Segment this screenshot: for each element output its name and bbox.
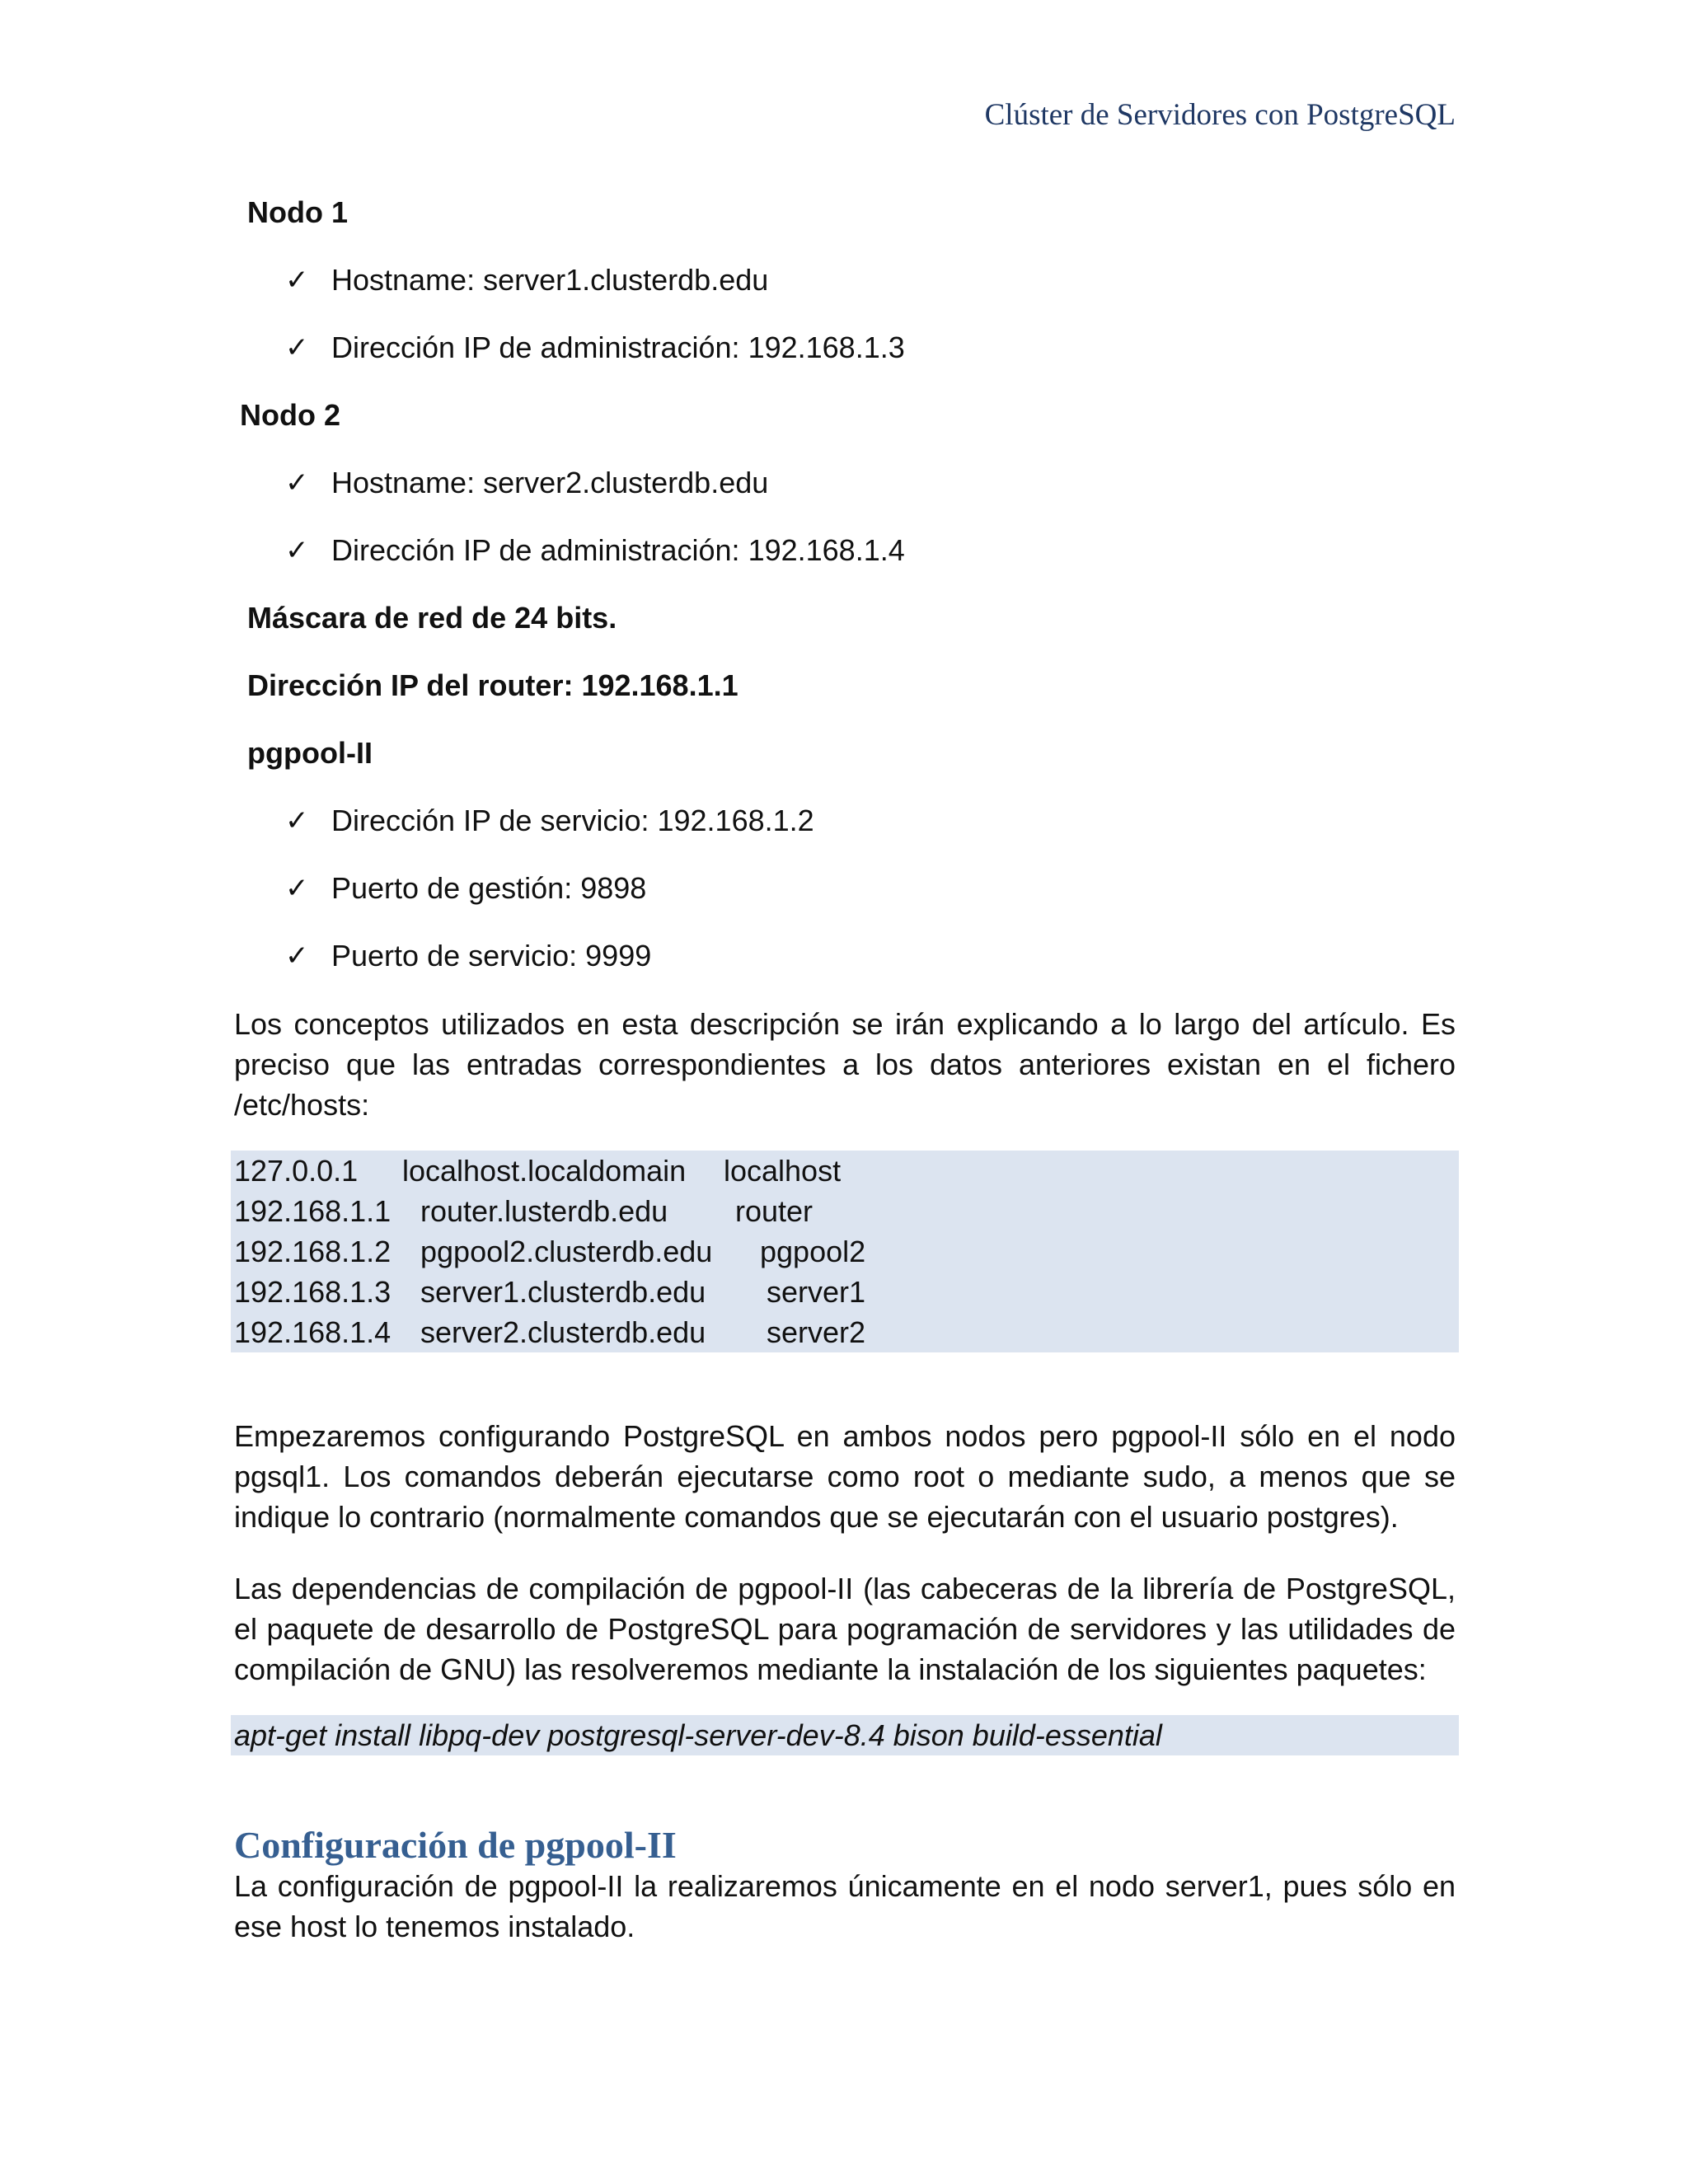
paragraph-line: preciso que las entradas correspondientes a los datos anteriores existan en el fichero: [234, 1047, 1456, 1081]
hosts-ip: 192.168.1.3: [234, 1275, 392, 1309]
hosts-ip: 192.168.1.2: [234, 1235, 392, 1268]
pgpool-service-port: Puerto de servicio: 9999: [331, 939, 652, 972]
pgpool-title: pgpool-II: [247, 736, 373, 770]
hosts-alias: server2: [767, 1315, 866, 1349]
paragraph-line: ese host lo tenemos instalado.: [234, 1910, 635, 1943]
check-icon: ✓: [285, 940, 309, 972]
check-icon: ✓: [285, 805, 309, 837]
hosts-alias: router: [735, 1194, 814, 1228]
check-icon: ✓: [285, 332, 309, 363]
node2-ip: Dirección IP de administración: 192.168.1.4: [331, 533, 905, 567]
running-header: Clúster de Servidores con PostgreSQL: [984, 98, 1456, 132]
pgpool-service-ip: Dirección IP de servicio: 192.168.1.2: [331, 804, 814, 837]
hosts-row: [231, 1231, 1459, 1272]
intro-paragraph: [234, 1004, 1456, 1125]
hosts-ip: 192.168.1.1: [234, 1194, 392, 1228]
deps-paragraph: [234, 1568, 1456, 1690]
paragraph-line: compilación de GNU) las resolveremos mediante la instalación de los siguientes paquetes:: [234, 1652, 1427, 1686]
hosts-alias: localhost: [724, 1154, 842, 1188]
paragraph-line: indique lo contrario (normalmente comandos que se ejecutarán con el usuario postgres).: [234, 1500, 1399, 1534]
hosts-fqdn: server2.clusterdb.edu: [420, 1315, 706, 1349]
hosts-alias: pgpool2: [760, 1235, 866, 1268]
node1-title: Nodo 1: [247, 195, 348, 229]
section-paragraph: [234, 1866, 1456, 1947]
hosts-row: [231, 1312, 1459, 1352]
node1-ip: Dirección IP de administración: 192.168.1.3: [331, 330, 905, 364]
paragraph-line: Empezaremos configurando PostgreSQL en ambos nodos pero pgpool-II sólo en el nodo: [234, 1419, 1456, 1453]
node2-hostname: Hostname: server2.clusterdb.edu: [331, 466, 769, 499]
paragraph-line: La configuración de pgpool-II la realizaremos únicamente en el nodo server1, pues sólo en: [234, 1869, 1456, 1903]
hosts-row: [231, 1191, 1459, 1231]
hosts-file-block: [231, 1151, 1459, 1352]
config-paragraph: [234, 1416, 1456, 1537]
router-line: Dirección IP del router: 192.168.1.1: [247, 668, 738, 702]
hosts-ip: 127.0.0.1: [234, 1154, 359, 1188]
hosts-fqdn: router.lusterdb.edu: [420, 1194, 668, 1228]
hosts-fqdn: localhost.localdomain: [402, 1154, 687, 1188]
check-icon: ✓: [285, 467, 309, 499]
netmask-line: Máscara de red de 24 bits.: [247, 601, 617, 635]
node2-title: Nodo 2: [240, 398, 340, 432]
paragraph-line: /etc/hosts:: [234, 1088, 370, 1122]
hosts-ip: 192.168.1.4: [234, 1315, 392, 1349]
check-icon: ✓: [285, 535, 309, 566]
node1-hostname: Hostname: server1.clusterdb.edu: [331, 263, 769, 297]
hosts-row: [231, 1151, 1459, 1191]
pgpool-mgmt-port: Puerto de gestión: 9898: [331, 871, 647, 905]
paragraph-line: Las dependencias de compilación de pgpool-II (las cabeceras de la librería de PostgreSQL,: [234, 1572, 1456, 1605]
hosts-fqdn: pgpool2.clusterdb.edu: [420, 1235, 713, 1268]
check-icon: ✓: [285, 873, 309, 904]
hosts-row: [231, 1272, 1459, 1312]
paragraph-line: pgsql1. Los comandos deberán ejecutarse como root o mediante sudo, a menos que se: [234, 1460, 1456, 1493]
hosts-alias: server1: [767, 1275, 866, 1309]
section-title: Configuración de pgpool-II: [234, 1824, 677, 1866]
install-command: apt-get install libpq-dev postgresql-server-dev-8.4 bison build-essential: [231, 1715, 1459, 1755]
paragraph-line: el paquete de desarrollo de PostgreSQL para pogramación de servidores y las utilidades de: [234, 1612, 1456, 1646]
hosts-fqdn: server1.clusterdb.edu: [420, 1275, 706, 1309]
check-icon: ✓: [285, 265, 309, 296]
paragraph-line: Los conceptos utilizados en esta descripción se irán explicando a lo largo del artículo. Es: [234, 1007, 1456, 1041]
